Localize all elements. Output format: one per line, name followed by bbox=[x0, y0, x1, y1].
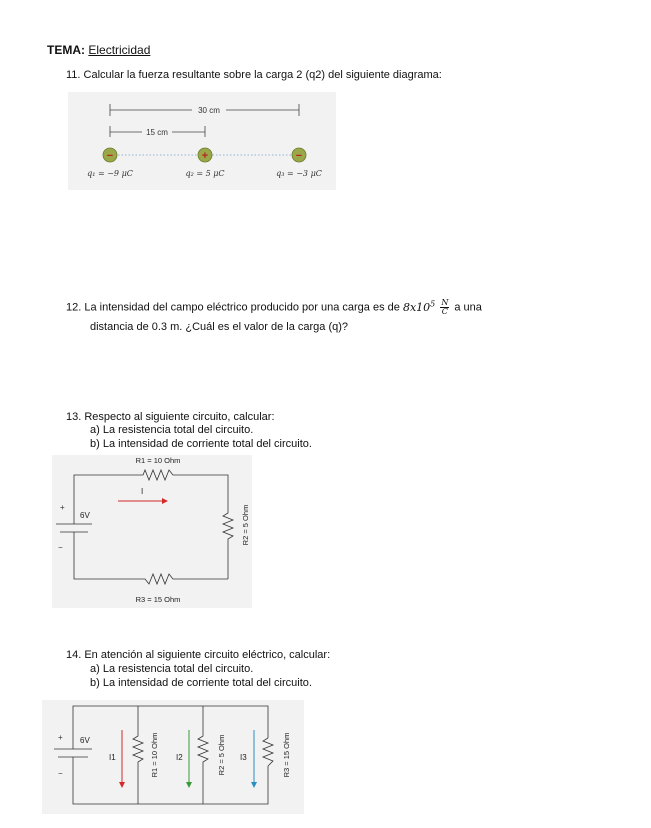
field-value: 8x10 bbox=[402, 300, 431, 314]
battery-plus: + bbox=[58, 733, 63, 742]
topic-label: TEMA: bbox=[47, 43, 85, 57]
question-11: 11. Calcular la fuerza resultante sobre la carga 2 (q2) del siguiente diagrama: bbox=[66, 69, 442, 81]
i3-label: I3 bbox=[240, 753, 247, 762]
r3-label: R3 = 15 Ohm bbox=[135, 595, 181, 604]
field-exponent: 5 bbox=[430, 299, 436, 308]
topic-value: Electricidad bbox=[88, 43, 151, 57]
q13-item-a: a) La resistencia total del circuito. bbox=[90, 424, 254, 436]
series-circuit-svg bbox=[52, 455, 252, 608]
current-i2-arrowhead-icon bbox=[186, 782, 192, 788]
question-12-line2: distancia de 0.3 m. ¿Cuál es el valor de la carga (q)? bbox=[90, 321, 349, 333]
q3-label: q₃ = −3 μC bbox=[276, 169, 322, 178]
bottom-wire bbox=[73, 762, 268, 804]
question-12 bbox=[66, 297, 586, 316]
topic-heading bbox=[47, 43, 150, 57]
top-wire bbox=[73, 706, 268, 738]
r3-label: R3 = 15 Ohm bbox=[282, 732, 291, 778]
current-i1-arrowhead-icon bbox=[119, 782, 125, 788]
battery-plus: + bbox=[60, 503, 65, 512]
charges-diagram-svg bbox=[68, 92, 336, 190]
frac-denominator: C bbox=[441, 307, 448, 317]
branch-r3 bbox=[263, 738, 273, 766]
battery-voltage: 6V bbox=[80, 736, 90, 745]
current-i3-arrowhead-icon bbox=[251, 782, 257, 788]
frac-numerator: N bbox=[441, 298, 449, 308]
battery-minus: − bbox=[58, 543, 63, 552]
question-14: 14. En atención al siguiente circuito eléctrico, calcular: bbox=[66, 649, 331, 661]
series-circuit bbox=[52, 455, 252, 608]
parallel-circuit bbox=[42, 700, 304, 814]
q14-item-b: b) La intensidad de corriente total del circuito. bbox=[90, 677, 312, 689]
distance-30cm: 30 cm bbox=[198, 106, 220, 115]
r2-label: R2 = 5 Ohm bbox=[241, 504, 250, 546]
branch-r1 bbox=[133, 706, 143, 804]
current-arrowhead-icon bbox=[162, 498, 168, 504]
q12-text-part1: 12. La intensidad del campo eléctrico producido por una carga es de bbox=[66, 301, 400, 314]
r1-label: R1 = 10 Ohm bbox=[150, 732, 159, 778]
q12-math-value bbox=[403, 301, 435, 314]
current-label: I bbox=[141, 487, 144, 496]
bottom-wire-r3 bbox=[74, 537, 228, 584]
negative-sign: − bbox=[106, 150, 114, 162]
battery-voltage: 6V bbox=[80, 511, 90, 520]
charges-diagram bbox=[68, 92, 336, 190]
question-13: 13. Respecto al siguiente circuito, calcular: bbox=[66, 411, 275, 423]
i2-label: I2 bbox=[176, 753, 183, 762]
r2-label: R2 = 5 Ohm bbox=[217, 734, 226, 776]
parallel-circuit-svg bbox=[42, 700, 304, 814]
i1-label: I1 bbox=[109, 753, 116, 762]
distance-15cm: 15 cm bbox=[146, 128, 168, 137]
right-wire-r2 bbox=[223, 506, 233, 579]
positive-sign: + bbox=[201, 150, 209, 162]
branch-r2 bbox=[198, 706, 208, 804]
q13-item-b: b) La intensidad de corriente total del circuito. bbox=[90, 438, 312, 450]
q2-label: q₂ = 5 μC bbox=[185, 169, 225, 178]
q14-item-a: a) La resistencia total del circuito. bbox=[90, 663, 254, 675]
q12-text-part2: a una bbox=[454, 301, 482, 314]
q1-label: q₁ = −9 μC bbox=[87, 169, 133, 178]
negative-sign: − bbox=[295, 150, 303, 162]
r1-label: R1 = 10 Ohm bbox=[135, 456, 181, 465]
battery-minus: − bbox=[58, 769, 63, 778]
unit-fraction bbox=[440, 299, 449, 316]
